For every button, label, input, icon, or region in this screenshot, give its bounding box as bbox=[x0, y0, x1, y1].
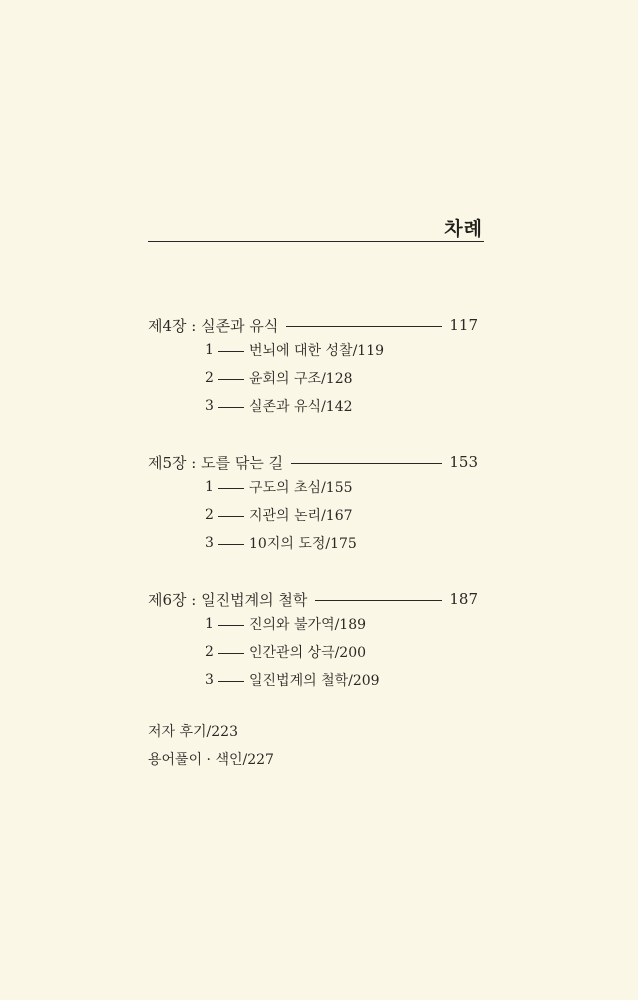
leader-line bbox=[291, 463, 442, 464]
leader-line bbox=[286, 326, 442, 327]
section-number: 2 bbox=[205, 370, 214, 386]
section-entry[interactable] bbox=[148, 392, 478, 420]
section-dash bbox=[218, 681, 244, 682]
section-entry[interactable] bbox=[148, 610, 478, 638]
chapter-title: 제6장 : 일진법계의 철학 bbox=[148, 590, 308, 609]
section-title: 구도의 초심/155 bbox=[249, 480, 353, 496]
section-title: 일진법계의 철학/209 bbox=[249, 673, 380, 689]
section-title: 지관의 논리/167 bbox=[249, 508, 353, 524]
chapter-page-number: 153 bbox=[449, 453, 478, 471]
chapter-page-number: 187 bbox=[449, 590, 478, 608]
glossary-index-entry[interactable]: 용어풀이 · 색인/227 bbox=[148, 752, 274, 768]
chapter-4 bbox=[148, 314, 478, 420]
section-dash bbox=[218, 625, 244, 626]
chapter-title: 제5장 : 도를 닦는 길 bbox=[148, 453, 284, 472]
afterword-entry[interactable]: 저자 후기/223 bbox=[148, 724, 238, 740]
section-number: 3 bbox=[205, 535, 214, 551]
section-dash bbox=[218, 488, 244, 489]
leader-line bbox=[315, 600, 442, 601]
chapter-title: 제4장 : 실존과 유식 bbox=[148, 316, 279, 335]
section-number: 1 bbox=[205, 342, 214, 358]
section-entry[interactable] bbox=[148, 473, 478, 501]
chapter-6 bbox=[148, 588, 478, 694]
section-title: 실존과 유식/142 bbox=[249, 399, 353, 415]
section-number: 1 bbox=[205, 616, 214, 632]
chapter-heading[interactable] bbox=[148, 451, 478, 473]
section-entry[interactable] bbox=[148, 336, 478, 364]
section-entry[interactable] bbox=[148, 529, 478, 557]
section-entry[interactable] bbox=[148, 364, 478, 392]
section-number: 2 bbox=[205, 507, 214, 523]
toc-title: 차례 bbox=[444, 218, 483, 240]
section-title: 번뇌에 대한 성찰/119 bbox=[249, 343, 385, 359]
section-dash bbox=[218, 544, 244, 545]
section-number: 3 bbox=[205, 672, 214, 688]
section-number: 3 bbox=[205, 398, 214, 414]
chapter-page-number: 117 bbox=[449, 316, 478, 334]
chapter-heading[interactable] bbox=[148, 588, 478, 610]
section-dash bbox=[218, 351, 244, 352]
section-dash bbox=[218, 653, 244, 654]
section-entry[interactable] bbox=[148, 501, 478, 529]
section-title: 윤회의 구조/128 bbox=[249, 371, 353, 387]
section-number: 2 bbox=[205, 644, 214, 660]
section-dash bbox=[218, 407, 244, 408]
chapter-5 bbox=[148, 451, 478, 557]
title-rule bbox=[148, 241, 484, 242]
section-entry[interactable] bbox=[148, 638, 478, 666]
section-number: 1 bbox=[205, 479, 214, 495]
chapter-heading[interactable] bbox=[148, 314, 478, 336]
section-dash bbox=[218, 516, 244, 517]
section-title: 10지의 도정/175 bbox=[249, 536, 357, 552]
section-dash bbox=[218, 379, 244, 380]
section-title: 진의와 불가역/189 bbox=[249, 617, 367, 633]
back-matter bbox=[148, 718, 274, 774]
section-title: 인간관의 상극/200 bbox=[249, 645, 367, 661]
section-entry[interactable] bbox=[148, 666, 478, 694]
